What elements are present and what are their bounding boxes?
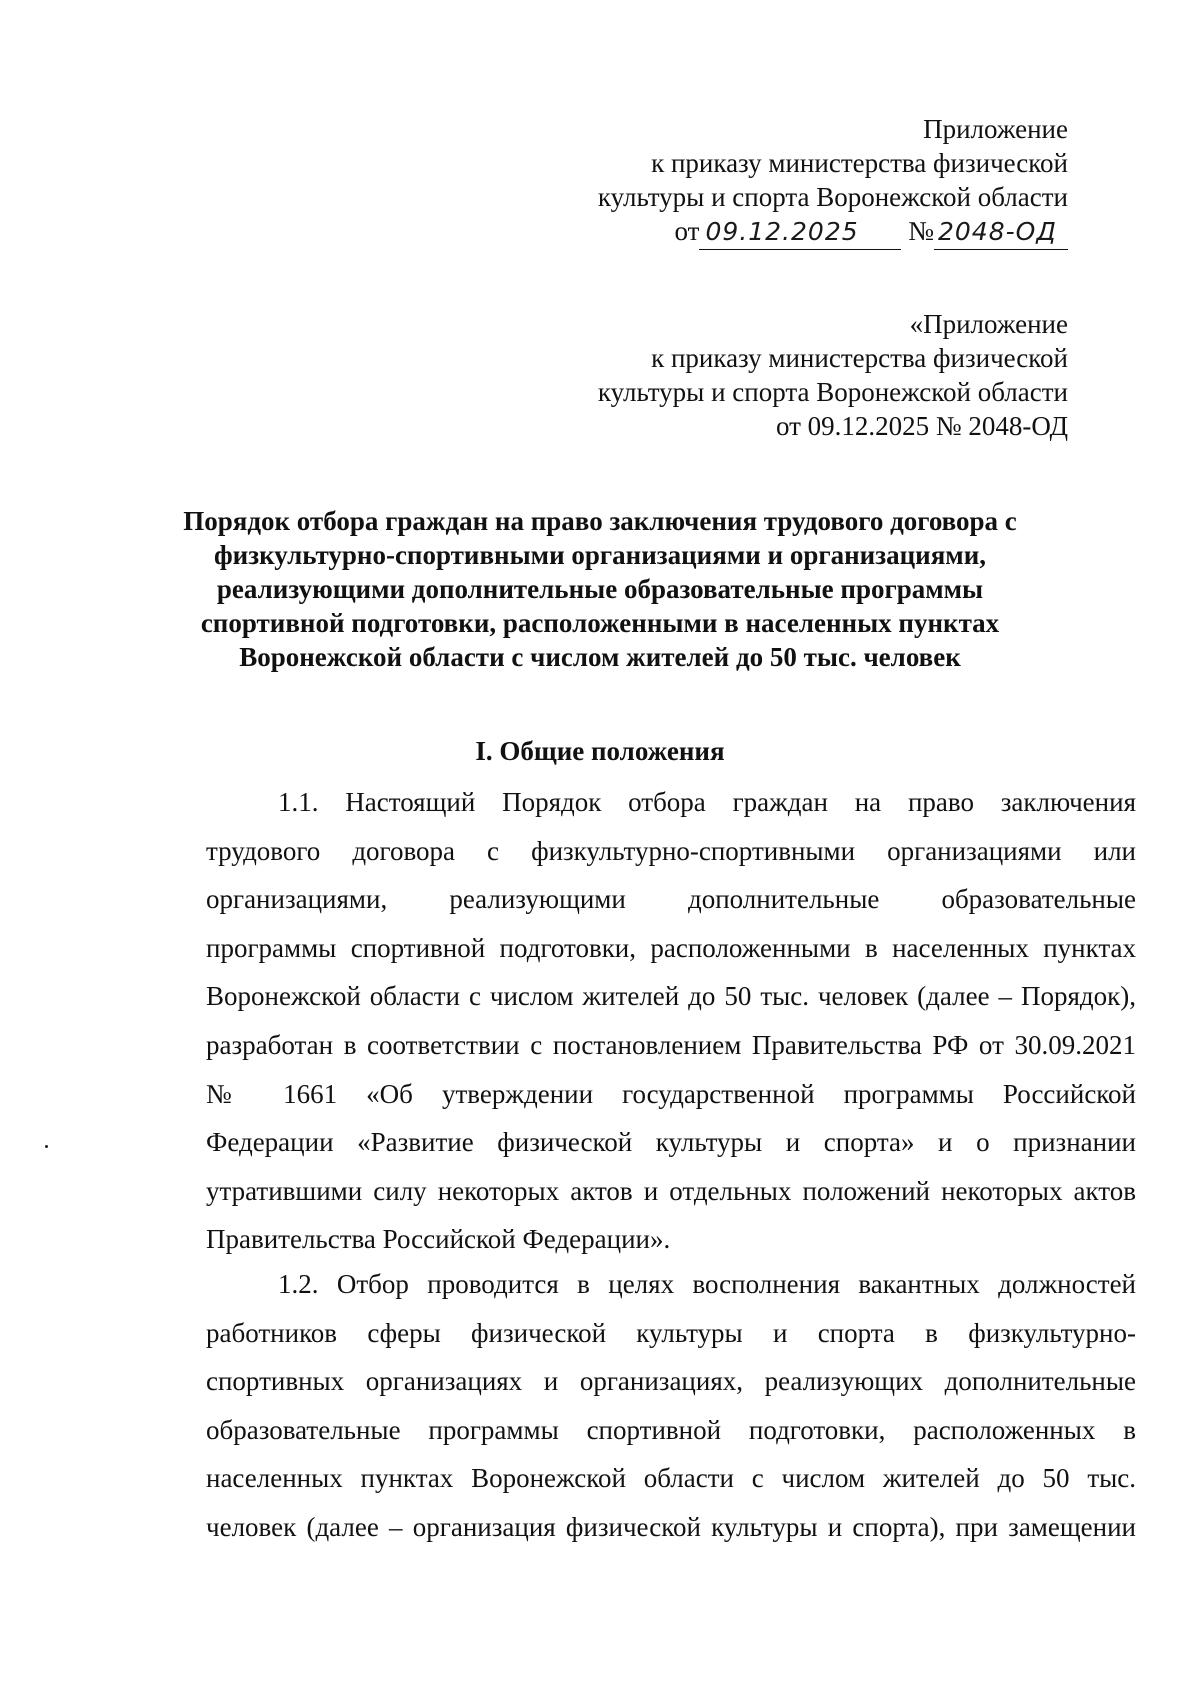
paragraph-line: человек (далее – организация физической культуры и спорта), при замещении	[206, 1511, 1136, 1542]
paragraph-line: 1.2. Отбор проводится в целях восполнения вакантных должностей	[278, 1269, 1136, 1299]
paragraph-line: программы спортивной подготовки, расположенными в населенных пунктах	[206, 932, 1136, 963]
paragraph-line: Правительства Российской Федерации».	[206, 1224, 671, 1255]
quoted-appendix-ministry: культуры и спорта Воронежской области	[597, 377, 1068, 407]
from-label: от	[674, 216, 700, 246]
scan-speck	[45, 1145, 48, 1148]
paragraph-line: № 1661 «Об утверждении государственной программы Российской	[206, 1078, 1136, 1109]
paragraph-line: организациями, реализующими дополнительные образовательные	[206, 884, 1136, 915]
handwritten-number: 2048-ОД	[934, 215, 1068, 250]
appendix-title: Приложение	[923, 114, 1068, 144]
number-label: №	[908, 216, 934, 246]
appendix-header	[598, 112, 1068, 250]
appendix-date-number-line	[598, 214, 1068, 250]
title-line: спортивной подготовки, расположенными в населенных пунктах	[200, 608, 1000, 638]
appendix-ministry: культуры и спорта Воронежской области	[597, 182, 1068, 212]
title-line: Воронежской области с числом жителей до 50 тыс. человек	[239, 642, 961, 672]
paragraph-1-2	[206, 1260, 1136, 1552]
paragraph-1-1	[206, 778, 1136, 1264]
document-title	[150, 504, 1050, 674]
paragraph-line: разработан в соответствии с постановлением Правительства РФ от 30.09.2021	[206, 1029, 1136, 1060]
appendix-order-ref: к приказу министерства физической	[651, 148, 1068, 178]
title-line: Порядок отбора граждан на право заключения трудового договора с	[183, 506, 1017, 536]
quoted-appendix	[598, 307, 1068, 443]
paragraph-line: населенных пунктах Воронежской области с числом жителей до 50 тыс.	[206, 1463, 1136, 1494]
paragraph-line: работников сферы физической культуры и спорта в физкультурно-	[206, 1317, 1136, 1348]
paragraph-line: трудового договора с физкультурно-спортивными организациями или	[206, 835, 1136, 866]
quoted-appendix-order-ref: к приказу министерства физической	[651, 343, 1068, 373]
title-line: физкультурно-спортивными организациями и организациями,	[213, 540, 987, 570]
title-line: реализующими дополнительные образовательные программы	[216, 574, 984, 604]
paragraph-line: Воронежской области с числом жителей до 50 тыс. человек (далее – Порядок),	[206, 981, 1136, 1012]
section-heading: I. Общие положения	[475, 736, 725, 766]
handwritten-date: 09.12.2025	[699, 215, 901, 250]
quoted-appendix-date-number: от 09.12.2025 № 2048-ОД	[775, 411, 1068, 441]
paragraph-line: 1.1. Настоящий Порядок отбора граждан на право заключения	[278, 787, 1136, 817]
paragraph-line: утратившими силу некоторых актов и отдельных положений некоторых актов	[206, 1175, 1136, 1206]
paragraph-line: Федерации «Развитие физической культуры и спорта» и о признании	[206, 1127, 1136, 1158]
quoted-appendix-title: «Приложение	[909, 309, 1068, 339]
paragraph-line: спортивных организациях и организациях, реализующих дополнительные	[206, 1366, 1136, 1397]
paragraph-line: образовательные программы спортивной подготовки, расположенных в	[206, 1414, 1136, 1445]
